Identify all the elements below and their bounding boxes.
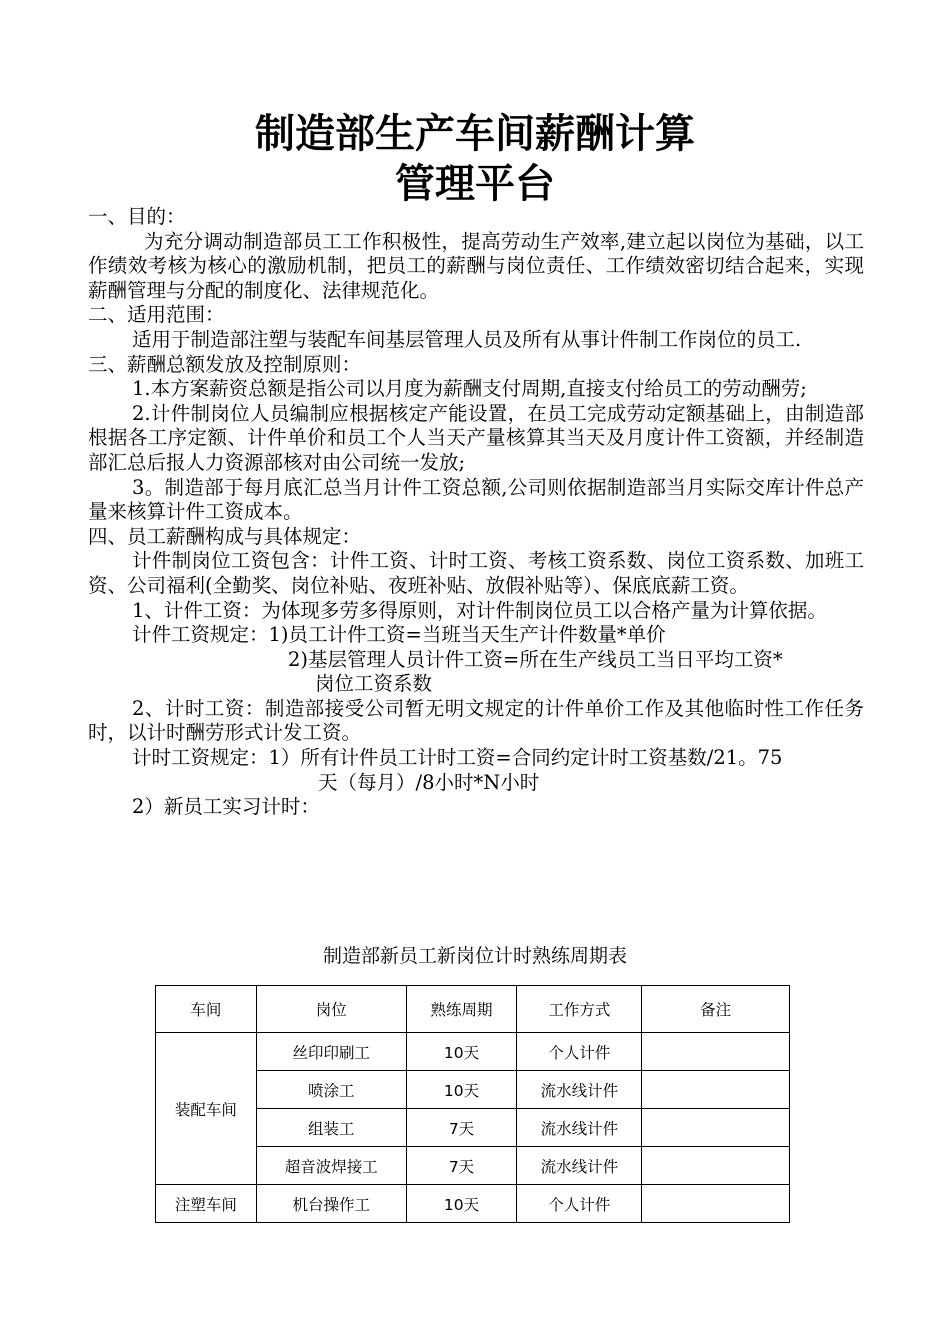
table-row	[156, 1185, 790, 1223]
time-rule-1-continued: 天（每月）/8小时*N小时	[318, 770, 540, 794]
note-cell	[642, 1071, 790, 1109]
piece-rule-2-continued: 岗位工资系数	[315, 672, 433, 696]
header-note: 备注	[642, 986, 790, 1033]
period-cell: 7天	[406, 1147, 517, 1185]
principle-heading: 三、薪酬总额发放及控制原则：	[88, 352, 362, 376]
mode-cell: 流水线计件	[517, 1071, 642, 1109]
time-rule-1: 计时工资规定：1）所有计件员工计时工资=合同约定计时工资基数/21。75	[132, 746, 783, 770]
post-cell: 超音波焊接工	[256, 1147, 406, 1185]
header-workshop: 车间	[156, 986, 257, 1033]
structure-text: 计件制岗位工资包含：计件工资、计时工资、考核工资系数、岗位工资系数、加班工资、公司福利(全勤奖、岗位补贴、夜班补贴、放假补贴等）、保底底薪工资。	[88, 549, 864, 597]
title-line-2: 管理平台	[395, 161, 555, 207]
title-line-1: 制造部生产车间薪酬计算	[255, 111, 695, 157]
workshop-cell: 装配车间	[156, 1033, 257, 1185]
period-cell: 10天	[406, 1033, 517, 1071]
table-title: 制造部新员工新岗位计时熟练周期表	[322, 945, 627, 967]
period-cell: 10天	[406, 1071, 517, 1109]
header-post: 岗位	[256, 986, 406, 1033]
post-cell: 机台操作工	[256, 1185, 406, 1223]
header-period: 熟练周期	[406, 986, 517, 1033]
note-cell	[642, 1109, 790, 1147]
scope-text: 适用于制造部注塑与装配车间基层管理人员及所有从事计件制工作岗位的员工.	[132, 327, 802, 351]
principle-3: 3。制造部于每月底汇总当月计件工资总额,公司则依据制造部当月实际交库计件总产量来核算计件工资成本。	[88, 475, 864, 524]
purpose-heading: 一、目的：	[88, 205, 186, 228]
mode-cell: 个人计件	[517, 1033, 642, 1071]
mode-cell: 流水线计件	[517, 1109, 642, 1147]
period-cell: 10天	[406, 1185, 517, 1223]
table-header-row	[156, 986, 790, 1033]
document-body	[88, 205, 864, 820]
purpose-text: 为充分调动制造部员工工作积极性，提高劳动生产效率,建立起以岗位为基础，以工作绩效考核为核心的激励机制，把员工的薪酬与岗位责任、工作绩效密切结合起来，实现薪酬管理与分配的制度化、法律规范化。	[88, 229, 864, 302]
note-cell	[642, 1147, 790, 1185]
post-cell: 组装工	[256, 1109, 406, 1147]
post-cell: 喷涂工	[256, 1071, 406, 1109]
note-cell	[642, 1185, 790, 1223]
piece-rule-1: 计件工资规定：1)员工计件工资=当班当天生产计件数量*单价	[132, 623, 666, 647]
period-cell: 7天	[406, 1109, 517, 1147]
table-row	[156, 1033, 790, 1071]
piece-wage-text: 1、计件工资：为体现多劳多得原则，对计件制岗位员工以合格产量为计算依据。	[132, 598, 827, 622]
mode-cell: 个人计件	[517, 1185, 642, 1223]
scope-heading: 二、适用范围：	[88, 303, 225, 327]
post-cell: 丝印印刷工	[256, 1033, 406, 1071]
header-mode: 工作方式	[517, 986, 642, 1033]
principle-1: 1.本方案薪资总额是指公司以月度为薪酬支付周期,直接支付给员工的劳动酬劳;	[132, 377, 807, 401]
piece-rule-2: 2)基层管理人员计件工资=所在生产线员工当日平均工资*	[288, 647, 783, 671]
principle-2: 2.计件制岗位人员编制应根据核定产能设置，在员工完成劳动定额基础上，由制造部根据各工序定额、计件单价和员工个人当天产量核算其当天及月度计件工资额，并经制造部汇总后报人力资源部核对由公司统一发放;	[88, 401, 864, 474]
time-rule-2: 2）新员工实习计时：	[132, 795, 320, 819]
mode-cell: 流水线计件	[517, 1147, 642, 1185]
structure-heading: 四、员工薪酬构成与具体规定：	[88, 524, 362, 548]
workshop-cell: 注塑车间	[156, 1185, 257, 1223]
training-period-table	[155, 985, 790, 1223]
note-cell	[642, 1033, 790, 1071]
time-wage-text: 2、计时工资：制造部接受公司暂无明文规定的计件单价工作及其他临时性工作任务时，以计时酬劳形式计发工资。	[88, 696, 864, 745]
